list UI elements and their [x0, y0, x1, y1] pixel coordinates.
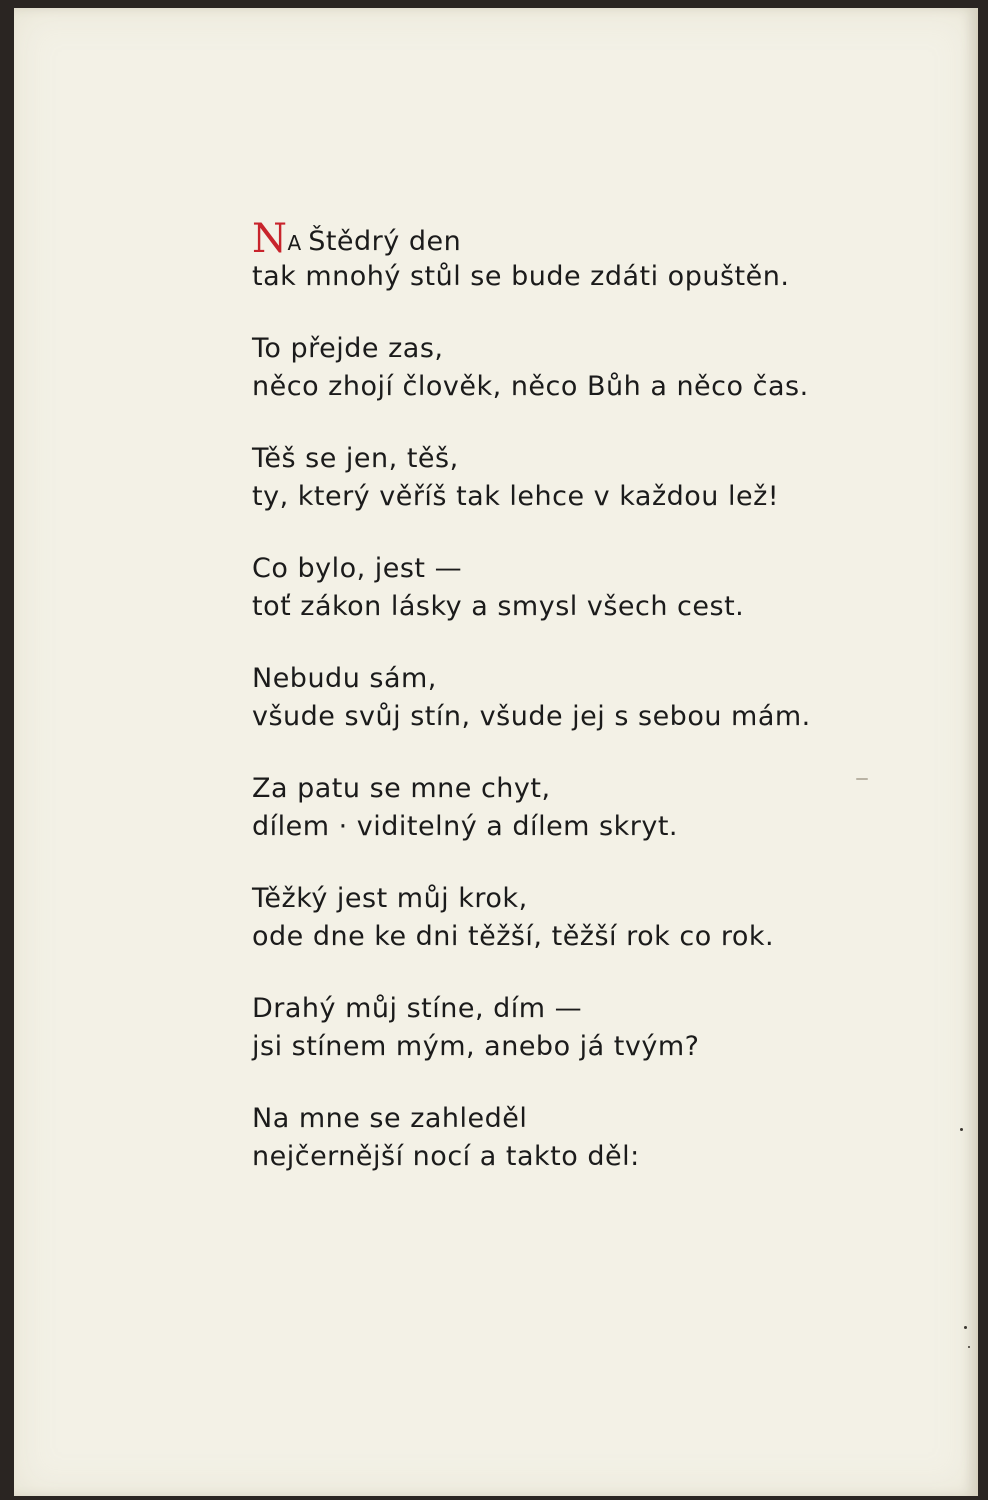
- stanza-5: [252, 660, 892, 736]
- poem-line-text: Štědrý den: [308, 226, 462, 257]
- stanza-1: [252, 216, 892, 296]
- poem-line-1: [252, 216, 892, 262]
- drop-cap: N: [252, 216, 288, 262]
- paper-speck: [856, 778, 868, 780]
- stanza-2: [252, 330, 892, 406]
- drop-cap-rest: A: [287, 231, 303, 255]
- poem: [252, 216, 892, 1210]
- poem-line: dílem · viditelný a dílem skryt.: [252, 811, 679, 842]
- poem-line: nejčernější nocí a takto děl:: [252, 1141, 640, 1172]
- poem-line: toť zákon lásky a smysl všech cest.: [252, 591, 745, 622]
- poem-line: všude svůj stín, všude jej s sebou mám.: [252, 701, 811, 732]
- poem-line: Těš se jen, těš,: [252, 443, 459, 474]
- poem-line: Nebudu sám,: [252, 663, 437, 694]
- poem-line: něco zhojí člověk, něco Bůh a něco čas.: [252, 371, 809, 402]
- poem-line: Těžký jest můj krok,: [252, 883, 528, 914]
- poem-line: Na mne se zahleděl: [252, 1103, 528, 1134]
- stanza-9: [252, 1100, 892, 1176]
- paper-speck: [960, 1128, 963, 1131]
- poem-line: Drahý můj stíne, dím —: [252, 993, 583, 1024]
- paper-speck: [964, 1326, 967, 1329]
- poem-line: To přejde zas,: [252, 333, 444, 364]
- poem-line: Za patu se mne chyt,: [252, 773, 551, 804]
- poem-line: jsi stínem mým, anebo já tvým?: [252, 1031, 700, 1062]
- paper-speck: [968, 1346, 970, 1348]
- poem-line: Co bylo, jest —: [252, 553, 463, 584]
- poem-line: ty, který věříš tak lehce v každou lež!: [252, 481, 780, 512]
- book-page: [14, 8, 978, 1496]
- stanza-8: [252, 990, 892, 1066]
- stanza-3: [252, 440, 892, 516]
- stanza-7: [252, 880, 892, 956]
- stanza-4: [252, 550, 892, 626]
- poem-line-2: tak mnohý stůl se bude zdáti opuštěn.: [252, 261, 790, 292]
- stanza-6: [252, 770, 892, 846]
- poem-line: ode dne ke dni těžší, těžší rok co rok.: [252, 921, 775, 952]
